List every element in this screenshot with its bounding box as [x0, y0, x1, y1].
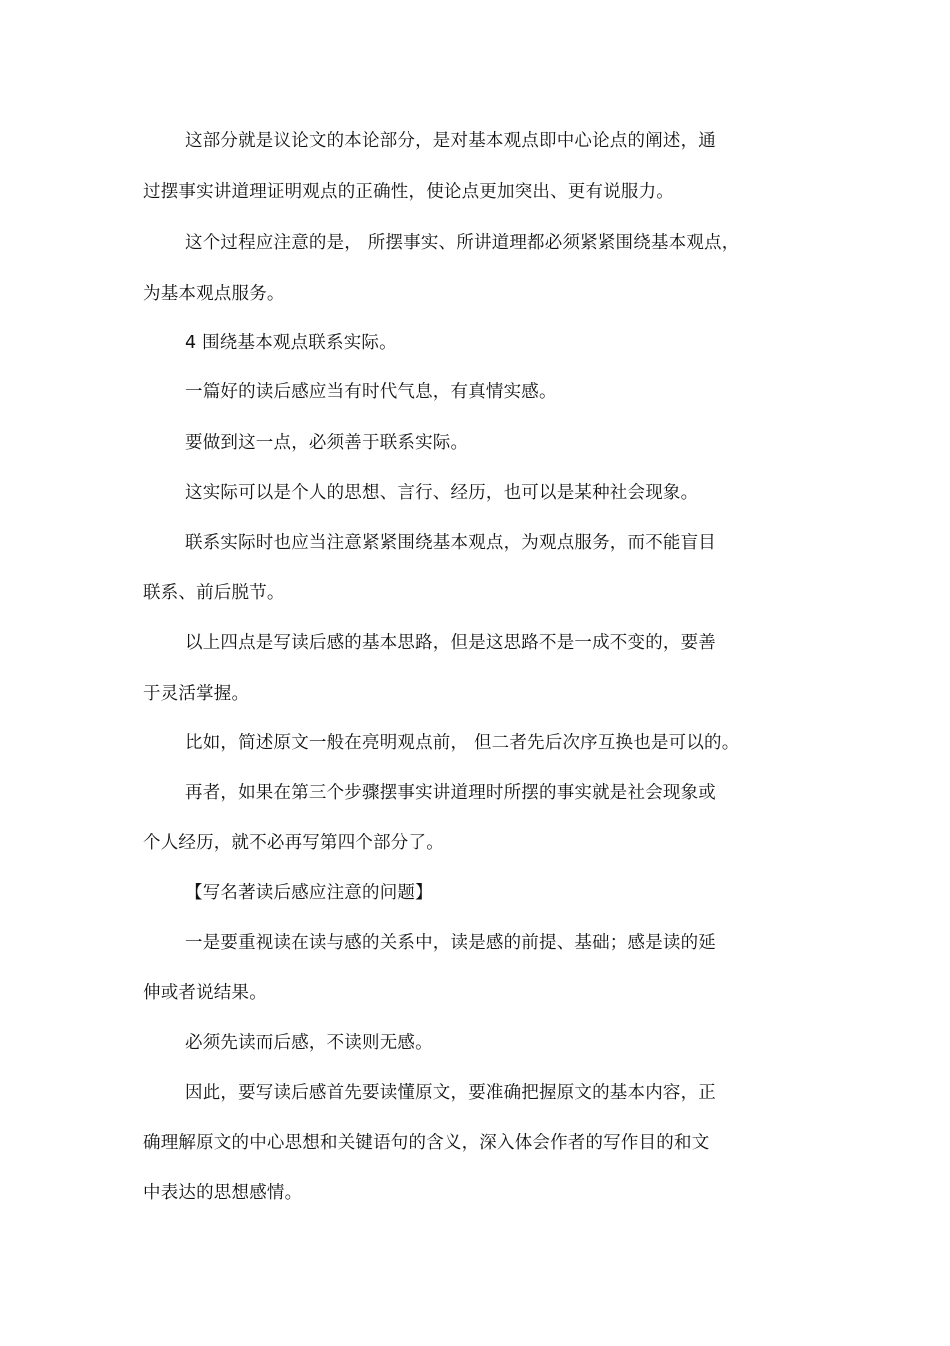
text-line: 为基本观点服务。 — [143, 284, 285, 304]
text-line: 一是要重视读在读与感的关系中，读是感的前提、基础；感是读的延 — [185, 933, 716, 953]
text-line: 过摆事实讲道理证明观点的正确性，使论点更加突出、更有说服力。 — [143, 182, 674, 202]
text-line: 联系、前后脱节。 — [143, 583, 285, 603]
text-line: 要做到这一点，必须善于联系实际。 — [185, 433, 469, 453]
text-line: 这个过程应注意的是， 所摆事实、所讲道理都必须紧紧围绕基本观点， — [185, 233, 740, 253]
text-line: 这部分就是议论文的本论部分，是对基本观点即中心论点的阐述，通 — [185, 131, 716, 151]
text-line: 个人经历，就不必再写第四个部分了。 — [143, 833, 444, 853]
section-heading: 4 围绕基本观点联系实际。 — [185, 333, 397, 353]
text-line: 于灵活掌握。 — [143, 684, 250, 704]
text-line: 比如，简述原文一般在亮明观点前， 但二者先后次序互换也是可以的。 — [185, 733, 740, 753]
text-line: 确理解原文的中心思想和关键语句的含义，深入体会作者的写作目的和文 — [143, 1133, 710, 1153]
text-line: 一篇好的读后感应当有时代气息，有真情实感。 — [185, 382, 557, 402]
text-line: 以上四点是写读后感的基本思路，但是这思路不是一成不变的，要善 — [185, 633, 716, 653]
text-line: 因此，要写读后感首先要读懂原文，要准确把握原文的基本内容，正 — [185, 1083, 716, 1103]
text-line: 伸或者说结果。 — [143, 983, 267, 1003]
text-line: 联系实际时也应当注意紧紧围绕基本观点，为观点服务，而不能盲目 — [185, 533, 716, 553]
text-line: 这实际可以是个人的思想、言行、经历，也可以是某种社会现象。 — [185, 483, 699, 503]
text-line: 必须先读而后感，不读则无感。 — [185, 1033, 433, 1053]
text-line: 再者，如果在第三个步骤摆事实讲道理时所摆的事实就是社会现象或 — [185, 783, 716, 803]
section-heading: 【写名著读后感应注意的问题】 — [185, 883, 433, 903]
text-line: 中表达的思想感情。 — [143, 1183, 303, 1203]
